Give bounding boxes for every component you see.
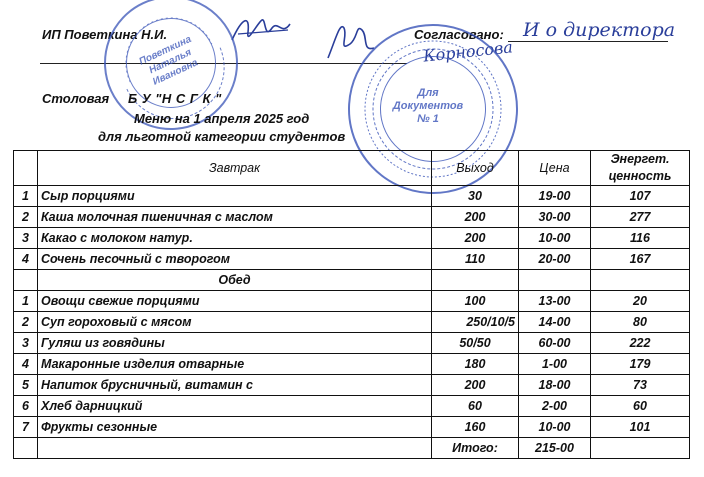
dish-output: 160 (432, 417, 519, 438)
table-row (14, 333, 690, 354)
dish-energy: 116 (591, 228, 690, 249)
dish-price: 1-00 (519, 354, 591, 375)
dish-energy: 73 (591, 375, 690, 396)
header-price: Цена (519, 151, 591, 186)
dish-name: Овощи свежие порциями (38, 291, 432, 312)
dish-price: 20-00 (519, 249, 591, 270)
dish-energy: 222 (591, 333, 690, 354)
dish-price: 14-00 (519, 312, 591, 333)
table-row (14, 417, 690, 438)
total-row (14, 438, 690, 459)
dish-price: 30-00 (519, 207, 591, 228)
approver-name-handwriting: Корносова (422, 37, 514, 66)
table-row (14, 291, 690, 312)
lunch-section-row (14, 270, 690, 291)
header-name: Завтрак (38, 151, 432, 186)
dish-output: 200 (432, 228, 519, 249)
menu-table (13, 150, 690, 459)
row-number: 2 (14, 312, 38, 333)
dish-output: 30 (432, 186, 519, 207)
menu-subtitle: для льготной категории студентов (98, 129, 346, 144)
approved-label: Согласовано: (414, 27, 504, 42)
stamp-entrepreneur-text: Поветкина Наталья Ивановна (137, 33, 200, 88)
header-energy: Энергет. ценность (591, 151, 690, 186)
dish-energy: 167 (591, 249, 690, 270)
dish-name: Какао с молоком натур. (38, 228, 432, 249)
dish-energy: 277 (591, 207, 690, 228)
row-number: 1 (14, 291, 38, 312)
row-number: 4 (14, 354, 38, 375)
dish-name: Напиток брусничный, витамин с (38, 375, 432, 396)
dish-name: Суп гороховый с мясом (38, 312, 432, 333)
row-number: 7 (14, 417, 38, 438)
table-row (14, 207, 690, 228)
institution-name: Б У "Н С Г К " (128, 91, 222, 106)
dish-energy: 20 (591, 291, 690, 312)
dish-name: Сочень песочный с творогом (38, 249, 432, 270)
dish-output: 200 (432, 207, 519, 228)
dish-price: 13-00 (519, 291, 591, 312)
total-label: Итого: (432, 438, 519, 459)
dish-energy: 107 (591, 186, 690, 207)
table-row (14, 249, 690, 270)
row-number: 6 (14, 396, 38, 417)
table-header-row (14, 151, 690, 186)
row-number: 4 (14, 249, 38, 270)
row-number: 3 (14, 333, 38, 354)
dish-name: Сыр порциями (38, 186, 432, 207)
table-row (14, 396, 690, 417)
header-output: Выход (432, 151, 519, 186)
dish-price: 18-00 (519, 375, 591, 396)
entrepreneur-name: ИП Поветкина Н.И. (42, 27, 168, 42)
menu-title: Меню на 1 апреля 2025 год (134, 111, 310, 126)
dish-name: Гуляш из говядины (38, 333, 432, 354)
dish-price: 60-00 (519, 333, 591, 354)
row-number: 3 (14, 228, 38, 249)
dish-price: 10-00 (519, 417, 591, 438)
table-row (14, 375, 690, 396)
dish-output: 50/50 (432, 333, 519, 354)
total-price: 215-00 (519, 438, 591, 459)
dish-output: 60 (432, 396, 519, 417)
dish-price: 10-00 (519, 228, 591, 249)
table-row (14, 228, 690, 249)
dish-energy: 60 (591, 396, 690, 417)
dish-output: 250/10/5 (432, 312, 519, 333)
dish-output: 180 (432, 354, 519, 375)
approval-line (508, 41, 668, 42)
dish-energy: 101 (591, 417, 690, 438)
table-row (14, 354, 690, 375)
table-row (14, 312, 690, 333)
stamp-institution-text: Для Документов № 1 (392, 87, 464, 126)
approved-by-handwriting: И о директора (523, 19, 676, 41)
header-blank (14, 151, 38, 186)
dish-energy: 80 (591, 312, 690, 333)
row-number: 5 (14, 375, 38, 396)
table-row (14, 186, 690, 207)
row-number: 1 (14, 186, 38, 207)
signature-left-icon (228, 10, 298, 52)
dish-price: 2-00 (519, 396, 591, 417)
dish-energy: 179 (591, 354, 690, 375)
dish-price: 19-00 (519, 186, 591, 207)
dish-output: 100 (432, 291, 519, 312)
dish-output: 110 (432, 249, 519, 270)
dish-name: Каша молочная пшеничная с маслом (38, 207, 432, 228)
lunch-section-title: Обед (38, 270, 432, 291)
row-number: 2 (14, 207, 38, 228)
canteen-label: Столовая (42, 91, 110, 106)
dish-output: 200 (432, 375, 519, 396)
dish-name: Хлеб дарницкий (38, 396, 432, 417)
dish-name: Макаронные изделия отварные (38, 354, 432, 375)
dish-name: Фрукты сезонные (38, 417, 432, 438)
